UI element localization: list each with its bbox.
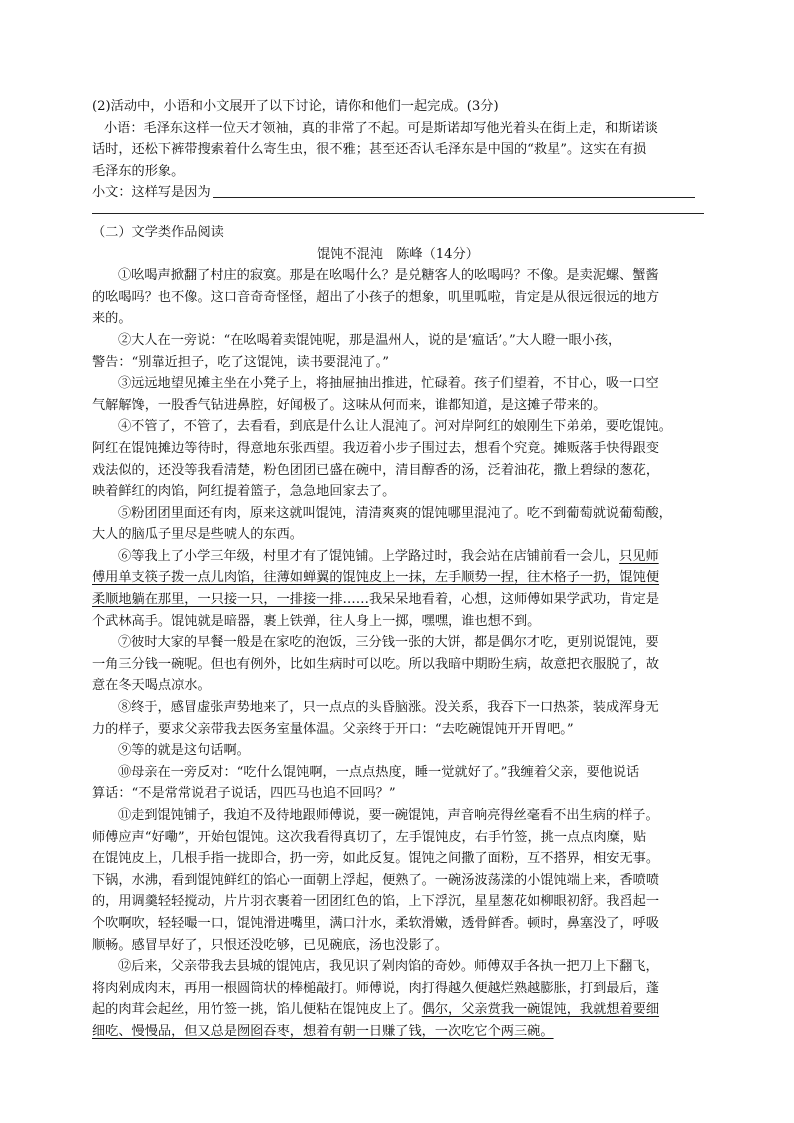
text-run: ⑥等我上了小学三年级，村里才有了馄饨铺。上学路过时，我会站在店铺前看一会儿，	[118, 548, 620, 564]
paragraph-3	[92, 373, 704, 416]
paragraph-line: 戏法似的，还没等我看清楚，粉色团团已盛在碗中，清目醇香的汤，泛着油花，撒上碧绿的葱花，	[92, 462, 660, 478]
section-heading: （二）文学类作品阅读	[92, 224, 224, 240]
paragraph-line	[92, 999, 704, 1021]
paragraph-line	[92, 546, 704, 568]
answer-blank-1[interactable]	[213, 183, 695, 198]
paragraph-line: 警告：“别靠近担子，吃了这馄饨，读书要混沌了。”	[92, 354, 390, 370]
paragraph-line: ③远远地望见摊主坐在小凳子上，将抽屉抽出推进，忙碌着。孩子们望着，不甘心，吸一口空	[118, 376, 659, 392]
paragraph-line: 力的样子，要求父亲带我去医务室量体温。父亲终于开口：“去吃碗馄饨开开胃吧。”	[92, 721, 574, 737]
document-page	[92, 96, 704, 1043]
underlined-sentence: 只见师	[619, 548, 659, 564]
paragraph-line: 顺畅。感冒早好了，只恨还没吃够，已见碗底，汤也没影了。	[92, 937, 449, 953]
paragraph-line: ⑫后来，父亲带我去县城的馄饨店，我见识了剁肉馅的奇妙。师傅双手各执一把刀上下翻飞，	[118, 959, 659, 975]
paragraph-line: ⑨等的就是这句话啊。	[118, 743, 250, 759]
paragraph-2	[92, 330, 704, 373]
paragraph-line: 个吹啊吹，轻轻嘬一口，馄饨滑进嘴里，满口汁水，柔软滑嫩，透骨鲜香。顿时，鼻塞没了，呼吸	[92, 915, 660, 931]
xiaowen-answer-line	[92, 182, 704, 204]
paragraph-line: 一角三分钱一碗呢。但也有例外，比如生病时可以吃。所以我暗中期盼生病，故意把衣服脱了，故	[92, 656, 660, 672]
text-run: 起的肉茸会起丝，用竹签一挑，馅儿便粘在馄饨皮上了。	[92, 1002, 422, 1018]
xiaoyu-line-2: 话时，还松下裤带搜索着什么寄生虫，很不雅；甚至还否认毛泽东是中国的“救星”。这实在有损	[92, 142, 647, 158]
answer-blank-2[interactable]	[92, 204, 704, 214]
paragraph-12	[92, 956, 704, 1042]
paragraph-line: 阿红在馄饨摊边等待时，得意地东张西望。我迈着小步子围过去，想看个究竟。摊贩落手快得跟变	[92, 440, 660, 456]
paragraph-line: ⑩母亲在一旁反对：“吃什么馄饨啊，一点点热度，睡一觉就好了。”我缠着父亲，要他说话	[118, 764, 640, 780]
paragraph-line: 意在冬天喝点凉水。	[92, 678, 211, 694]
paragraph-7	[92, 632, 704, 697]
paragraph-1	[92, 265, 704, 330]
text-run: 我呆呆地看着，心想，这师傅如果学武功，肯定是	[368, 592, 660, 608]
paragraph-line: ⑤粉团团里面还有肉，原来这就叫馄饨，清清爽爽的馄饨哪里混沌了。吃不到葡萄就说葡萄酸，	[118, 505, 672, 521]
question-2-prompt: (2)活动中，小语和小文展开了以下讨论，请你和他们一起完成。(3分)	[92, 99, 499, 114]
paragraph-line: 的，用调羹轻轻搅动，片片羽衣裹着一团团红色的馅，上下浮沉，星星葱花如柳眼初舒。我舀起一	[92, 894, 660, 910]
underlined-sentence: 偶尔，父亲赏我一碗馄饨，我就想着要细	[421, 1002, 660, 1018]
underlined-sentence: 傅用单支筷子拨一点儿肉馅，往薄如蝉翼的馄饨皮上一抹，左手顺势一捏，往木格子一扔，馄饨便	[92, 570, 660, 586]
paragraph-line: 在馄饨皮上，几根手指一拢即合，扔一旁，如此反复。馄饨之间撒了面粉，互不搭界，相安无事。	[92, 851, 660, 867]
paragraph-line: ④不管了，不管了，去看看，到底是什么让人混沌了。河对岸阿红的娘刚生下弟弟，要吃馄饨。	[118, 419, 672, 435]
paragraph-line: 来的。	[92, 311, 132, 327]
article-title: 馄饨不混沌 陈峰（14分）	[317, 246, 479, 262]
paragraph-line: 下锅，水沸，看到馄饨鲜红的馅心一面朝上浮起，便熟了。一碗汤波荡漾的小馄饨端上来，香喷喷	[92, 872, 660, 888]
paragraph-line: 气解解馋，一股香气钻进鼻腔，好闻极了。这味从何而来，谁都知道，是这摊子带来的。	[92, 397, 607, 413]
paragraph-line: ①吆喝声掀翻了村庄的寂寞。那是在吆喝什么？是兑糖客人的吆喝吗？不像。是卖泥螺、蟹酱	[118, 268, 659, 284]
paragraph-line: 的吆喝吗？也不像。这口音奇奇怪怪，超出了小孩子的想象，叽里呱啦，肯定是从很远很远的地方	[92, 289, 660, 305]
paragraph-line	[92, 589, 704, 611]
paragraph-11	[92, 805, 704, 956]
paragraph-9	[92, 740, 704, 762]
paragraph-6	[92, 546, 704, 632]
paragraph-line: 个武林高手。馄饨就是暗器，裹上铁弹，往人身上一掷，嘿嘿，谁也想不到。	[92, 613, 541, 629]
xiaoyu-line-3: 毛泽东的形象。	[92, 163, 185, 179]
paragraph-line: 师傅应声“好嘞”，开始包馄饨。这次我看得真切了，左手馄饨皮，右手竹签，挑一点点肉糜，贴	[92, 829, 647, 845]
underlined-sentence: 细吃、慢慢品，但又总是囫囵吞枣，想着有朝一日赚了钱，一次吃它个两三碗。	[92, 1023, 554, 1039]
paragraph-line: 算话：“不是常常说君子说话，四匹马也追不回吗？”	[92, 786, 396, 802]
paragraph-10	[92, 762, 704, 805]
underlined-sentence: 柔顺地躺在那里，一只接一只，一排接一排……	[92, 592, 369, 608]
xiaoyu-line-1: 小语：毛泽东这样一位天才领袖，真的非常了不起。可是斯诺却写他光着头在街上走，和斯诺谈	[104, 120, 658, 136]
paragraph-4	[92, 416, 704, 502]
paragraph-line: ⑪走到馄饨铺子，我迫不及待地跟师傅说，要一碗馄饨，声音响亮得丝毫看不出生病的样子。	[118, 808, 659, 823]
paragraph-line: 将肉剁成肉末，再用一根圆筒状的棒槌敲打。师傅说，肉打得越久便越烂熟越膨胀，打到最后，蓬	[92, 980, 660, 996]
paragraph-line: ⑧终于，感冒虚张声势地来了，只一点点的头昏脑涨。没关系，我吞下一口热茶，装成浑身无	[118, 700, 659, 716]
paragraph-line: 映着鲜红的肉馅，阿红提着篮子，急急地回家去了。	[92, 484, 396, 500]
paragraph-8	[92, 697, 704, 740]
xiaowen-label: 小文：这样写是因为	[92, 185, 211, 201]
paragraph-5	[92, 503, 704, 546]
paragraph-line: ⑦彼时大家的早餐一般是在家吃的泡饭，三分钱一张的大饼，都是偶尔才吃，更别说馄饨，要	[118, 635, 659, 651]
paragraph-line: ②大人在一旁说：“在吆喝着卖馄饨呢，那是温州人，说的是‘瘟话’。”大人瞪一眼小孩，	[118, 332, 622, 348]
paragraph-line: 大人的脑瓜子里尽是些唬人的东西。	[92, 527, 303, 543]
